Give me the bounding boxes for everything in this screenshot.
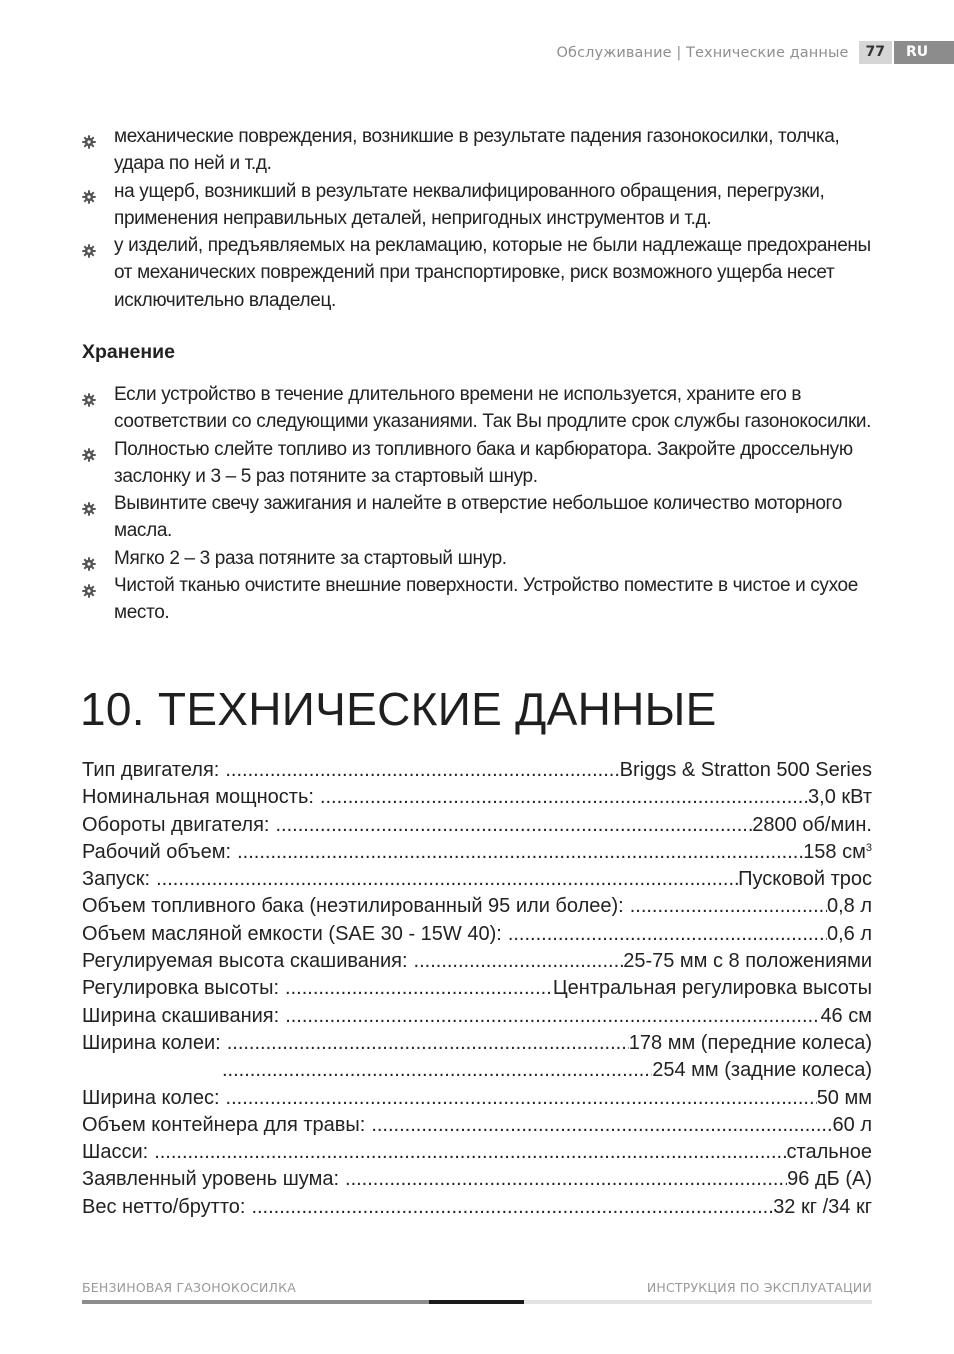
spec-value (787, 1141, 872, 1164)
list-item: Чистой тканью очистите внешние поверхности. Устройство поместите в чистое и сухое место. (82, 572, 882, 627)
spec-label: Объем контейнера для травы: (82, 1113, 366, 1136)
list-item: у изделий, предъявляемых на рекламацию, которые не были надлежаще предохранены от механических повреждений при транспортировке, риск возможного ущерба несет исключительно владелец. (82, 232, 882, 314)
spec-value (827, 923, 872, 946)
spec-value-text: 0,6 л (826, 922, 872, 945)
spec-value (817, 1087, 872, 1110)
spec-value-text: 46 см (820, 1004, 872, 1027)
spec-value (620, 759, 872, 782)
spec-value-text: 60 л (832, 1113, 872, 1136)
footer-doc-type: ИНСТРУКЦИЯ ПО ЭКСПЛУАТАЦИИ (646, 1280, 872, 1295)
spec-value-text: 32 кг /34 кг (773, 1195, 872, 1218)
gear-bullet-icon (82, 239, 96, 253)
page-number: 77 (859, 41, 892, 64)
header-section-title: Обслуживание | Технические данные (556, 44, 849, 61)
spec-label: Шасси: (82, 1141, 149, 1164)
spec-label: Заявленный уровень шума: (82, 1168, 340, 1191)
list-item: Если устройство в течение длительного времени не используется, храните его в соответствии со следующими указаниями. Так Вы продлите срок службы газонокосилки. (82, 381, 882, 436)
footer-bar-segment (429, 1300, 524, 1304)
spec-row (82, 977, 872, 1004)
spec-value-text: Пусковой трос (738, 868, 872, 891)
spec-leader-dots (154, 1141, 786, 1164)
spec-row (82, 814, 872, 841)
spec-leader-dots (320, 786, 808, 809)
spec-table (82, 759, 872, 1223)
spec-row (82, 1005, 872, 1032)
spec-leader-dots (222, 1059, 652, 1082)
spec-value-text: Briggs & Stratton 500 Series (619, 759, 872, 781)
spec-value (820, 1005, 872, 1028)
spec-row (82, 786, 872, 813)
spec-leader-dots (237, 841, 803, 864)
footer-product-name: БЕНЗИНОВАЯ ГАЗОНОКОСИЛКА (82, 1280, 296, 1295)
gear-bullet-icon (82, 552, 96, 566)
spec-value (652, 1059, 872, 1082)
spec-value-superscript: 3 (865, 841, 872, 854)
spec-label: Вес нетто/брутто: (82, 1195, 246, 1218)
spec-row (82, 868, 872, 895)
spec-value-text: Центральная регулировка высоты (552, 977, 872, 1000)
spec-row (82, 1168, 872, 1195)
spec-value (803, 841, 872, 864)
spec-label: Объем масляной емкости (SAE 30 - 15W 40): (82, 922, 502, 945)
spec-value (738, 868, 872, 891)
spec-leader-dots (156, 868, 738, 891)
spec-label: Рабочий объем: (82, 840, 232, 863)
spec-value (827, 895, 872, 918)
spec-value-text: 158 см (803, 840, 866, 863)
spec-leader-dots (414, 950, 624, 973)
language-tab: RU (894, 41, 954, 64)
gear-bullet-icon (82, 185, 96, 199)
spec-value-text: 254 мм (задние колеса) (652, 1059, 872, 1082)
spec-label: Объем топливного бака (неэтилированный 95 или более): (82, 895, 624, 918)
spec-row (82, 895, 872, 922)
spec-label: Номинальная мощность: (82, 786, 314, 809)
spec-row (82, 1141, 872, 1168)
spec-label: Ширина колеи: (82, 1031, 221, 1054)
spec-value-text: 3,0 кВт (808, 786, 872, 809)
spec-label: Тип двигателя: (82, 759, 220, 781)
spec-leader-dots (630, 895, 827, 918)
spec-value-text: 96 дБ (A) (787, 1168, 872, 1191)
spec-row (82, 1059, 872, 1086)
spec-value (752, 814, 872, 837)
spec-value-text: 50 мм (816, 1086, 872, 1109)
storage-list (82, 381, 882, 627)
list-item: Мягко 2 – 3 раза потяните за стартовый шнур. (82, 545, 882, 572)
list-item: Вывинтите свечу зажигания и налейте в отверстие небольшое количество моторного масла. (82, 490, 882, 545)
spec-label: Ширина колес: (82, 1086, 220, 1109)
spec-label: Регулируемая высота скашивания: (82, 950, 408, 973)
spec-leader-dots (225, 759, 619, 782)
spec-value (623, 950, 872, 973)
spec-value (808, 786, 872, 809)
spec-leader-dots (276, 814, 753, 837)
gear-bullet-icon (82, 443, 96, 457)
spec-value (833, 1114, 872, 1137)
spec-value (787, 1168, 872, 1191)
spec-value (773, 1196, 872, 1219)
spec-leader-dots (227, 1032, 629, 1055)
spec-leader-dots (508, 923, 827, 946)
spec-value-text: 25-75 мм с 8 положениями (623, 950, 872, 973)
spec-row (82, 1196, 872, 1223)
spec-value (629, 1032, 872, 1055)
spec-value-text: стальное (786, 1141, 872, 1164)
gear-bullet-icon (82, 497, 96, 511)
spec-value-text: 178 мм (передние колеса) (628, 1031, 872, 1054)
spec-row (82, 1087, 872, 1114)
spec-leader-dots (285, 1005, 820, 1028)
spec-label: Регулировка высоты: (82, 977, 280, 1000)
spec-value-text: 2800 об/мин. (752, 813, 872, 836)
list-item: Полностью слейте топливо из топливного бака и карбюратора. Закройте дроссельную заслонку и 3 – 5 раз потяните за стартовый шнур. (82, 436, 882, 491)
page-header (557, 41, 954, 64)
spec-label: Обороты двигателя: (82, 813, 270, 836)
footer-bar-segment (524, 1300, 872, 1304)
spec-row (82, 1114, 872, 1141)
spec-value-text: 0,8 л (826, 895, 872, 918)
gear-bullet-icon (82, 388, 96, 402)
footer-bar-segment (82, 1300, 429, 1304)
spec-leader-dots (226, 1087, 817, 1110)
gear-bullet-icon (82, 130, 96, 144)
spec-row (82, 923, 872, 950)
spec-row (82, 759, 872, 786)
spec-label: Ширина скашивания: (82, 1004, 280, 1027)
section-title: 10. ТЕХНИЧЕСКИЕ ДАННЫЕ (80, 683, 717, 735)
spec-row (82, 950, 872, 977)
spec-leader-dots (251, 1196, 773, 1219)
gear-bullet-icon (82, 579, 96, 593)
spec-leader-dots (285, 977, 553, 1000)
list-item: на ущерб, возникший в результате неквалифицированного обращения, перегрузки, применения неправильных деталей, непригодных инструментов и т.д. (82, 178, 882, 233)
spec-row (82, 841, 872, 868)
spec-label: Запуск: (82, 868, 151, 891)
list-item: механические повреждения, возникшие в результате падения газонокосилки, толчка, удара по ней и т.д. (82, 123, 882, 178)
spec-value (553, 977, 872, 1000)
storage-heading: Хранение (82, 341, 175, 363)
spec-leader-dots (345, 1168, 787, 1191)
warranty-exclusions-list (82, 123, 882, 314)
spec-leader-dots (371, 1114, 832, 1137)
footer-bar (82, 1300, 872, 1304)
spec-row (82, 1032, 872, 1059)
